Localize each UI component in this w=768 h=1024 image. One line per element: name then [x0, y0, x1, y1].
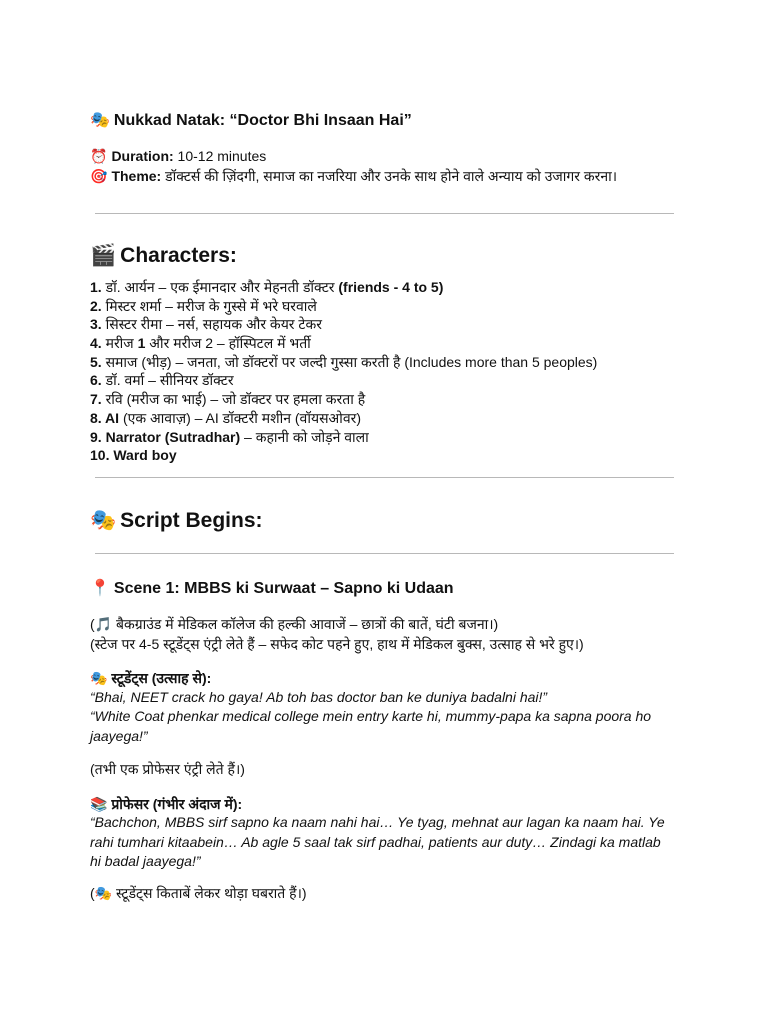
item-rest: और मरीज 2 – हॉस्पिटल में भर्ती: [145, 335, 311, 351]
duration-label: Duration:: [111, 148, 174, 164]
script-heading: [90, 508, 263, 534]
item-text: समाज (भीड़) – जनता, जो डॉक्टरों पर जल्दी गुस्सा करती है (Includes more than 5 peoples): [101, 354, 598, 370]
character-item: [90, 334, 311, 353]
theater-masks-icon: 🎭: [90, 112, 110, 129]
theater-masks-icon: 🎭: [90, 509, 117, 532]
theme-label: Theme:: [111, 168, 162, 184]
item-number: 5.: [90, 354, 102, 370]
item-number: 3.: [90, 316, 102, 332]
character-item: [90, 390, 365, 409]
scene-heading-text: Scene 1: MBBS ki Surwaat – Sapno ki Udaan: [113, 580, 454, 597]
item-text: डॉ. वर्मा – सीनियर डॉक्टर: [101, 372, 234, 388]
dialogue-line: “Bhai, NEET crack ho gaya! Ab toh bas doctor ban ke duniya badalni hai!”: [90, 689, 548, 705]
item-rest: – कहानी को जोड़ने वाला: [240, 429, 369, 445]
scene-heading: [90, 579, 454, 599]
target-icon: 🎯: [90, 168, 108, 184]
dialogue-line: “White Coat phenkar medical college mein entry karte hi, mummy-papa ka sapna poora ho jaayega!”: [90, 708, 652, 744]
characters-heading: [90, 243, 237, 269]
clapperboard-icon: 🎬: [90, 244, 117, 267]
play-title-text: Nukkad Natak: “Doctor Bhi Insaan Hai”: [113, 112, 412, 129]
item-text: मरीज: [101, 335, 138, 351]
character-item: [90, 428, 369, 447]
item-number: 7.: [90, 391, 102, 407]
item-number: 6.: [90, 372, 102, 388]
item-bold: Narrator (Sutradhar): [101, 429, 241, 445]
item-number: 10.: [90, 447, 110, 463]
item-bold: 1: [137, 335, 146, 351]
item-text: मिस्टर शर्मा – मरीज के गुस्से में भरे घरवाले: [101, 298, 317, 314]
character-item: [90, 278, 443, 297]
duration-value: 10-12 minutes: [173, 148, 267, 164]
item-number: 2.: [90, 298, 102, 314]
students-label: 🎭 स्टूडेंट्स (उत्साह से):: [90, 670, 212, 686]
stage-direction: (🎵 बैकग्राउंड में मेडिकल कॉलेज की हल्की आवाजें – छात्रों की बातें, घंटी बजना।): [90, 616, 499, 632]
character-item: [90, 409, 361, 428]
stage-direction: (स्टेज पर 4-5 स्टूडेंट्स एंट्री लेते हैं – सफेद कोट पहने हुए, हाथ में मेडिकल बुक्स, उत्साह से भरे हुए।): [90, 636, 584, 652]
divider: [95, 477, 674, 478]
item-bold: (friends - 4 to 5): [338, 279, 444, 295]
item-bold: Ward boy: [109, 447, 177, 463]
duration-line: [90, 147, 266, 166]
item-number: 9.: [90, 429, 102, 445]
character-item: [90, 315, 322, 334]
item-rest: (एक आवाज़) – AI डॉक्टरी मशीन (वॉयसओवर): [119, 410, 362, 426]
pin-icon: 📍: [90, 580, 110, 597]
theme-line: [90, 167, 617, 186]
character-item: [90, 353, 597, 372]
item-number: 1.: [90, 279, 102, 295]
play-title: [90, 111, 412, 131]
character-item: [90, 297, 317, 316]
item-text: डॉ. आर्यन – एक ईमानदार और मेहनती डॉक्टर: [101, 279, 339, 295]
item-text: रवि (मरीज का भाई) – जो डॉक्टर पर हमला करता है: [101, 391, 366, 407]
dialogue-line: “Bachchon, MBBS sirf sapno ka naam nahi hai… Ye tyag, mehnat aur lagan ka naam hai. Ye rahi tumhari kitaabein… Ab agle 5 saal tak sirf padhai, patients aur duty… Zindagi ka matlab hi badal jaayega!”: [90, 814, 665, 869]
item-bold: AI: [101, 410, 120, 426]
item-number: 8.: [90, 410, 102, 426]
character-item: [90, 371, 234, 390]
item-number: 4.: [90, 335, 102, 351]
stage-direction: (तभी एक प्रोफेसर एंट्री लेते हैं।): [90, 761, 245, 777]
divider: [95, 553, 674, 554]
stage-direction: (🎭 स्टूडेंट्स किताबें लेकर थोड़ा घबराते हैं।): [90, 885, 307, 901]
character-item: [90, 446, 177, 465]
script-heading-text: Script Begins:: [120, 509, 263, 532]
item-text: सिस्टर रीमा – नर्स, सहायक और केयर टेकर: [101, 316, 322, 332]
professor-label: 📚 प्रोफेसर (गंभीर अंदाज में):: [90, 796, 243, 812]
alarm-clock-icon: ⏰: [90, 148, 108, 164]
theme-value: डॉक्टर्स की ज़िंदगी, समाज का नजरिया और उनके साथ होने वाले अन्याय को उजागर करना।: [161, 168, 618, 184]
characters-heading-text: Characters:: [120, 244, 237, 267]
divider: [95, 213, 674, 214]
